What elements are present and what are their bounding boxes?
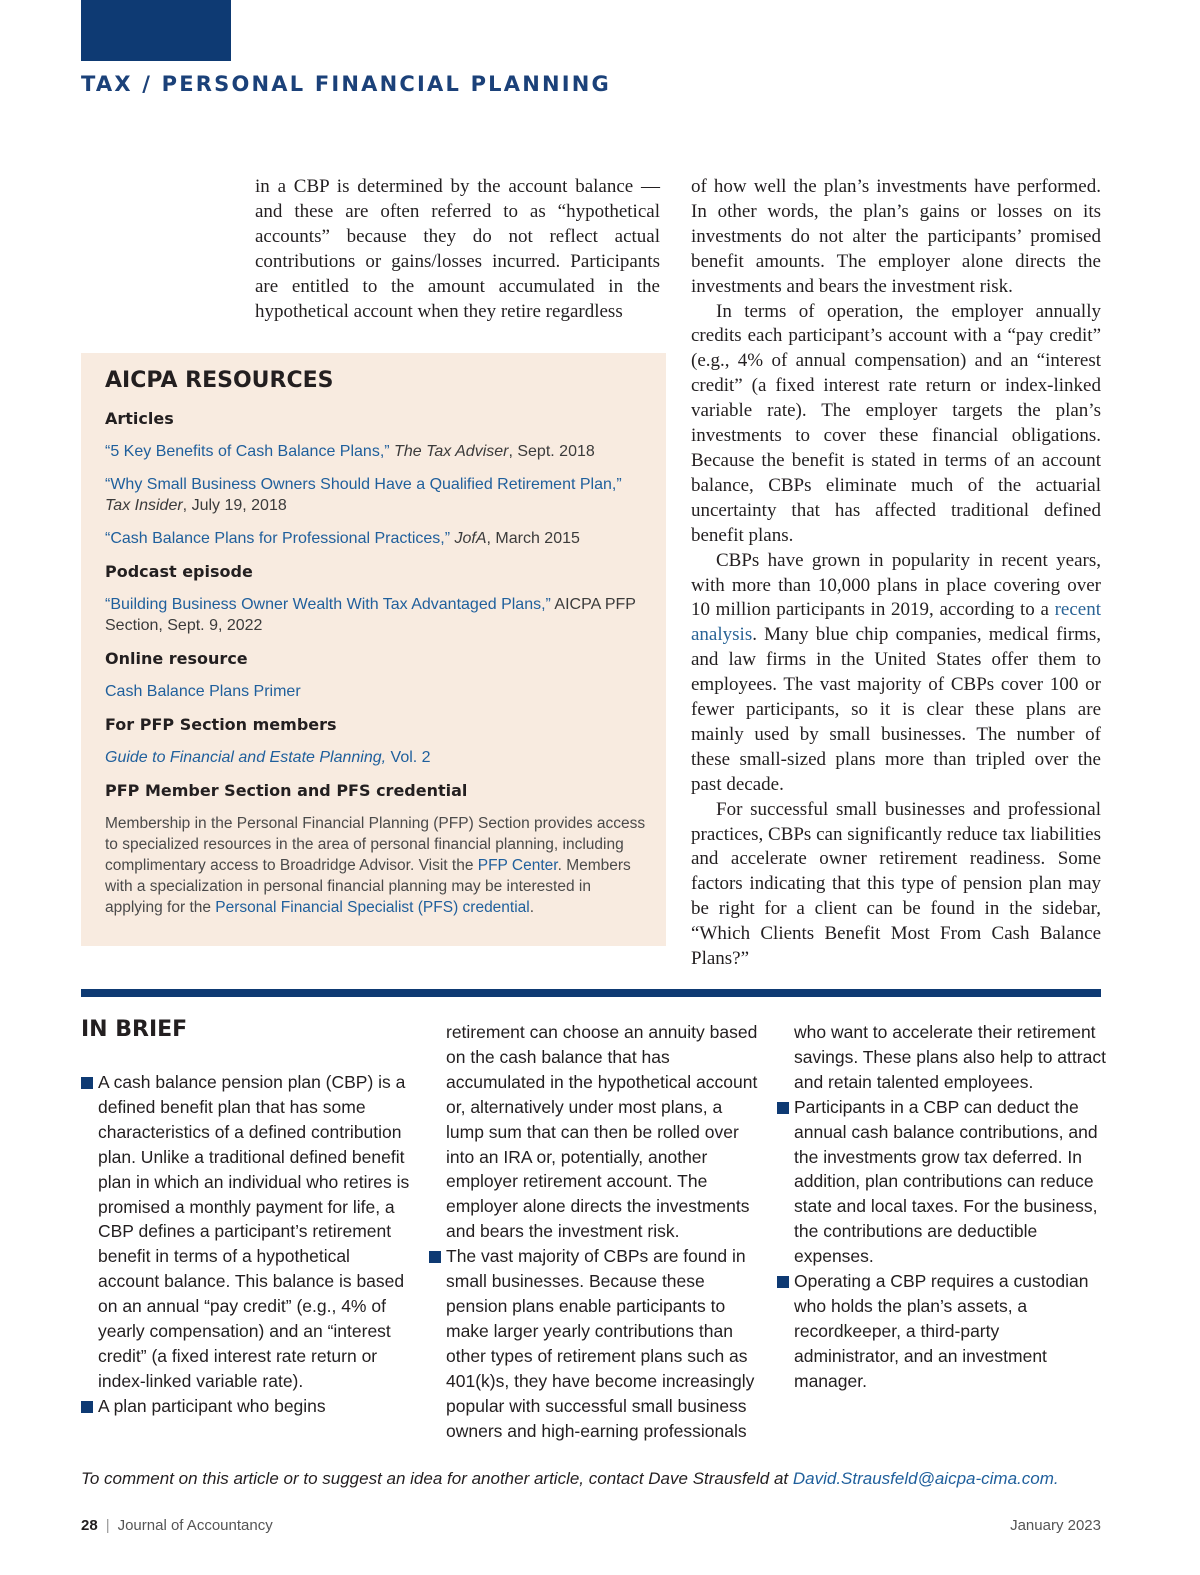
online-resource-item [105, 681, 646, 702]
in-brief-bullet: A plan participant who begins [81, 1394, 411, 1419]
in-brief-column-3 [777, 1020, 1107, 1394]
section-title: TAX / PERSONAL FINANCIAL PLANNING [81, 72, 611, 96]
in-brief-bullet: The vast majority of CBPs are found in small businesses. Because these pension plans enable participants to make larger yearly contributions than other types of retirement plans such as 401(k)s, they have become increasingly popular with successful small business owners and high-earning professionals [429, 1244, 759, 1443]
body-paragraph: CBPs have grown in popularity in recent years, with more than 10,000 plans in place covering over 10 million participants in 2019, according to a recent analysis. Many blue chip companies, medical firms, and law firms in the United States offer them to employees. The vast majority of CBPs cover 100 or fewer participants, so it is clear these plans are mainly used by small businesses. The number of these small-sized plans more than tripled over the past decade. [691, 549, 1101, 795]
article-item: “Why Small Business Owners Should Have a Qualified Retirement Plan,” Tax Insider, July 19, 2018 [105, 476, 622, 514]
bullet-square-icon [777, 1276, 789, 1288]
article-item: “Cash Balance Plans for Professional Practices,” JofA, March 2015 [105, 530, 580, 547]
body-paragraph: in a CBP is determined by the account balance — and these are often referred to as “hypothetical accounts” because they do not reflect actual contributions or gains/losses incurred. Participants are entitled to the amount accumulated in the hypothetical account when they retire regardless [255, 176, 660, 322]
article-link[interactable]: “Why Small Business Owners Should Have a Qualified Retirement Plan,” [105, 476, 622, 493]
bullet-square-icon [81, 1077, 93, 1089]
article-item: “5 Key Benefits of Cash Balance Plans,” The Tax Adviser, Sept. 2018 [105, 443, 595, 460]
header-color-block [81, 0, 231, 61]
comment-note: To comment on this article or to suggest an idea for another article, contact Dave Strausfeld at David.Strausfeld@aicpa-cima.com. [81, 1469, 1059, 1488]
editor-email-link[interactable]: David.Strausfeld@aicpa-cima.com. [792, 1469, 1059, 1488]
aicpa-resources-sidebar [81, 353, 666, 946]
credential-heading: PFP Member Section and PFS credential [105, 781, 468, 800]
bullet-square-icon [429, 1251, 441, 1263]
in-brief-bullet: Operating a CBP requires a custodian who holds the plan’s assets, a recordkeeper, a third-party administrator, and an investment manager. [777, 1269, 1107, 1394]
body-column-right [691, 175, 1101, 972]
pfp-guide-item [105, 747, 646, 768]
publication-name: Journal of Accountancy [117, 1517, 273, 1534]
body-paragraph: In terms of operation, the employer annually credits each participant’s account with a “pay credit” (e.g., 4% of annual compensation) and an “interest credit” (a fixed interest rate return or index-linked variable rate). The employer targets the plan’s investments to cover these financial obligations. Because the benefit is stated in terms of an account balance, CBPs eliminate much of the actuarial uncertainty that has affected traditional defined benefit plans. [691, 300, 1101, 546]
podcast-link[interactable]: “Building Business Owner Wealth With Tax Advantaged Plans,” [105, 596, 551, 613]
body-paragraph: For successful small businesses and professional practices, CBPs can significantly reduce tax liabilities and accelerate owner retirement readiness. Some factors indicating that this type of pension plan may be right for a client can be found in the sidebar, “Which Clients Benefit Most From Cash Balance Plans?” [691, 798, 1101, 970]
in-brief-title: IN BRIEF [81, 1017, 188, 1042]
pfs-credential-link[interactable]: Personal Financial Specialist (PFS) credential [215, 899, 530, 916]
in-brief-bullet: Participants in a CBP can deduct the annual cash balance contributions, and the investments grow tax deferred. In addition, plan contributions can reduce state and local taxes. For the business, the contributions are deductible expenses. [777, 1095, 1107, 1269]
bullet-square-icon [777, 1102, 789, 1114]
footer-separator: | [105, 1517, 110, 1534]
podcast-heading: Podcast episode [105, 562, 253, 581]
in-brief-column-2 [429, 1020, 759, 1443]
in-brief-bullet-continued: who want to accelerate their retirement savings. These plans also help to attract and retain talented employees. [794, 1022, 1106, 1092]
pfp-center-link[interactable]: PFP Center [477, 857, 558, 874]
articles-heading: Articles [105, 409, 174, 428]
in-brief-column-1 [81, 1070, 411, 1419]
in-brief-bullet: A cash balance pension plan (CBP) is a defined benefit plan that has some characteristics of a defined contribution plan. Unlike a traditional defined benefit plan in which an individual who retires is promised a monthly payment for life, a CBP defines a participant’s retirement benefit in terms of a hypothetical account balance. This balance is based on an annual “pay credit” (e.g., 4% of yearly compensation) and an “interest credit” (a fixed interest rate return or index-linked variable rate). [81, 1070, 411, 1394]
pfp-members-heading: For PFP Section members [105, 715, 337, 734]
pfp-guide-link[interactable]: Guide to Financial and Estate Planning, Vol. 2 [105, 749, 431, 766]
issue-date: January 2023 [1010, 1517, 1101, 1534]
body-paragraph: of how well the plan’s investments have performed. In other words, the plan’s gains or losses on its investments do not alter the participants’ promised benefit amounts. The employer alone directs the investments and bears the investment risk. [691, 176, 1101, 297]
page-number: 28 [81, 1517, 98, 1534]
in-brief-divider [81, 989, 1101, 997]
bullet-square-icon [81, 1401, 93, 1413]
article-link[interactable]: “5 Key Benefits of Cash Balance Plans,” [105, 443, 390, 460]
resources-title: AICPA RESOURCES [105, 368, 334, 393]
online-resource-heading: Online resource [105, 649, 248, 668]
page-footer [81, 1517, 1101, 1539]
cash-balance-primer-link[interactable]: Cash Balance Plans Primer [105, 683, 301, 700]
body-column-middle [255, 175, 660, 324]
podcast-item: “Building Business Owner Wealth With Tax Advantaged Plans,” AICPA PFP Section, Sept. 9, 2022 [105, 596, 636, 634]
in-brief-bullet-continued: retirement can choose an annuity based on the cash balance that has accumulated in the hypothetical account or, alternatively under most plans, a lump sum that can then be rolled over into an IRA or, potentially, another employer retirement account. The employer alone directs the investments and bears the investment risk. [446, 1022, 758, 1242]
article-link[interactable]: “Cash Balance Plans for Professional Practices,” [105, 530, 451, 547]
credential-paragraph: Membership in the Personal Financial Planning (PFP) Section provides access to specialized resources in the area of personal financial planning, including complimentary access to Broadridge Advisor. Visit the PFP Center. Members with a specialization in personal financial planning may be interested in applying for the Personal Financial Specialist (PFS) credential. [105, 815, 646, 916]
recent-analysis-link[interactable]: recent analysis [691, 599, 1101, 646]
